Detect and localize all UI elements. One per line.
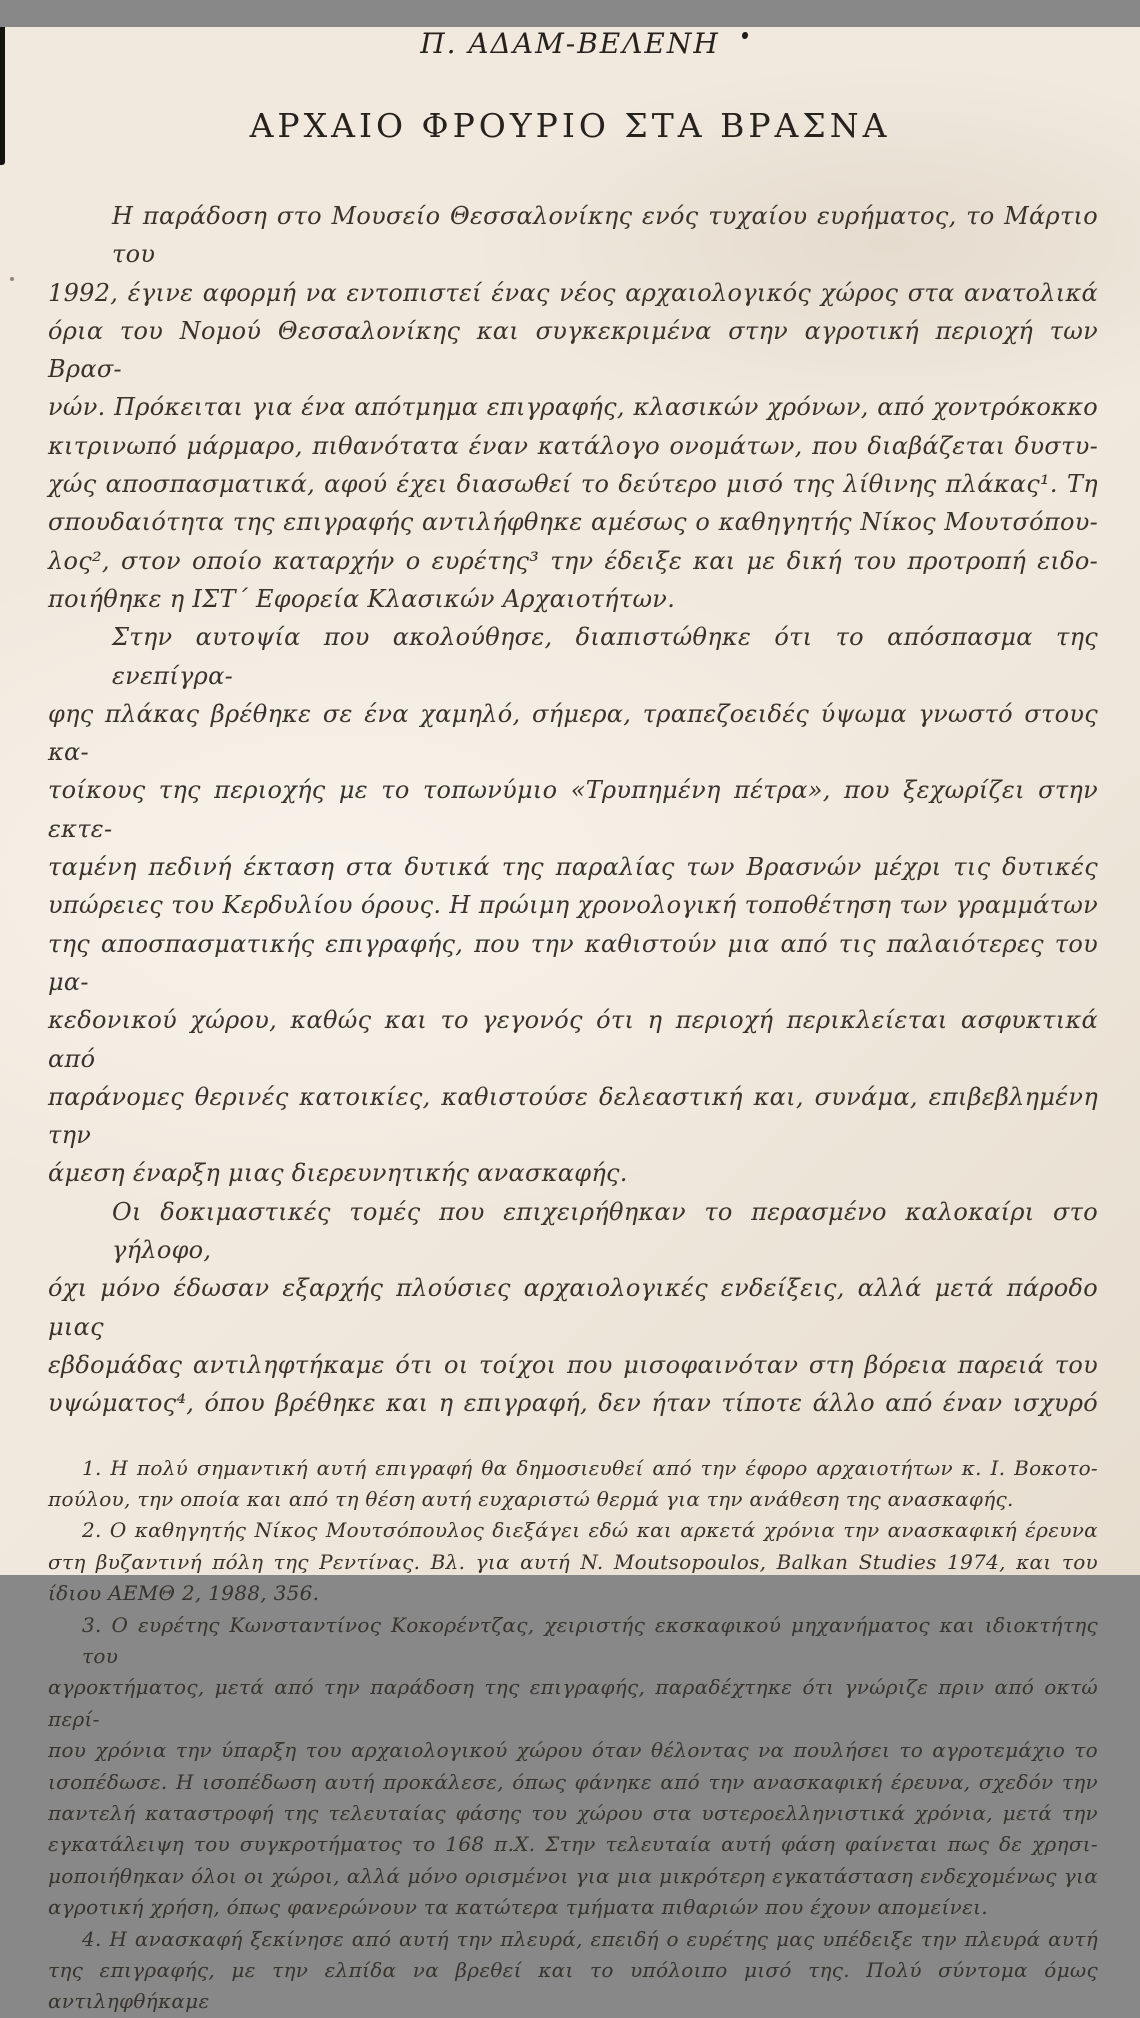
page-content bbox=[0, 197, 1140, 2018]
body-paragraph bbox=[48, 197, 1098, 618]
body-line: άμεση έναρξη μιας διερευνητικής ανασκαφής. bbox=[48, 1159, 628, 1188]
body-line: φης πλάκας βρέθηκε σε ένα χαμηλό, σήμερα, τραπεζοειδές ύψωμα γνωστό στους κα- bbox=[48, 699, 1098, 767]
scanner-edge-artifact bbox=[0, 27, 5, 165]
footnote bbox=[48, 1453, 1098, 1516]
body-line: κεδονικού χώρου, καθώς και το γεγονός ότι η περιοχή περικλείεται ασφυκτικά από bbox=[48, 1006, 1098, 1073]
body-line: όρια του Νομού Θεσσαλονίκης και συγκεκριμένα στην αγροτική περιοχή των Βρασ- bbox=[48, 316, 1098, 384]
footnotes-section bbox=[48, 1453, 1098, 2018]
article-body bbox=[48, 197, 1098, 1423]
body-line: Η παράδοση στο Μουσείο Θεσσαλονίκης ενός τυχαίου ευρήματος, το Μάρτιο του bbox=[112, 202, 1098, 269]
body-line: Οι δοκιμαστικές τομές που επιχειρήθηκαν το περασμένο καλοκαίρι στο γήλοφο, bbox=[112, 1197, 1098, 1265]
body-line: 1992, έγινε αφορμή να εντοπιστεί ένας νέος αρχαιολογικός χώρος στα ανατολικά bbox=[48, 278, 1098, 307]
footnote-line: στη βυζαντινή πόλη της Ρεντίνας. Βλ. για αυτή N. Moutsopoulos, Balkan Studies 1974, και του bbox=[48, 1549, 1098, 1574]
footnote-line: αγροτική χρήση, όπως φανερώνουν τα κατώτερα τμήματα πιθαριών που έχουν απομείνει. bbox=[48, 1895, 988, 1920]
body-line: χώς αποσπασματικά, αφού έχει διασωθεί το δεύτερο μισό της λίθινης πλάκας¹. Τη bbox=[48, 470, 1098, 499]
footnote-line: μοποιήθηκαν όλοι οι χώροι, αλλά μόνο ορισμένοι για μια μικρότερη εγκατάσταση ενδεχομένως για bbox=[48, 1863, 1098, 1888]
footnote bbox=[48, 1924, 1098, 2018]
body-line: κιτρινωπό μάρμαρο, πιθανότατα έναν κατάλογο ονομάτων, που διαβάζεται δυστυ- bbox=[48, 431, 1098, 460]
footnote-line: ισοπέδωσε. Η ισοπέδωση αυτή προκάλεσε, όπως φάνηκε από την ανασκαφική έρευνα, σχεδόν την bbox=[48, 1769, 1098, 1794]
body-line: λος², στον οποίο καταρχήν ο ευρέτης³ την έδειξε και με δική του προτροπή ειδο- bbox=[48, 546, 1098, 575]
body-line: υπώρειες του Κερδυλίου όρους. Η πρώιμη χρονολογική τοποθέτηση των γραμμάτων bbox=[48, 891, 1098, 920]
body-line: της αποσπασματικής επιγραφής, που την καθιστούν μια από τις παλαιότερες του μα- bbox=[48, 929, 1098, 996]
body-line: ταμένη πεδινή έκταση στα δυτικά της παραλίας των Βρασνών μέχρι τις δυτικές bbox=[48, 853, 1098, 882]
page-title: ΑΡΧΑΙΟ ΦΡΟΥΡΙΟ ΣΤΑ ΒΡΑΣΝΑ bbox=[249, 106, 891, 145]
scanned-paper-page bbox=[0, 27, 1140, 2014]
body-paragraph bbox=[48, 618, 1098, 1192]
footnote bbox=[48, 1610, 1098, 1924]
scan-speck-small bbox=[10, 277, 14, 281]
footnote-line: 3. Ο ευρέτης Κωνσταντίνος Κοκορέντζας, χειριστής εκσκαφικού μηχανήματος και ιδιοκτήτης του bbox=[82, 1612, 1098, 1668]
author-name: Π. ΑΔΑΜ-ΒΕΛΕΝΗ bbox=[420, 27, 720, 60]
footnote-line: 4. Η ανασκαφή ξεκίνησε από αυτή την πλευρά, επειδή ο ευρέτης μας υπέδειξε την πλευρά αυτή bbox=[82, 1926, 1098, 1951]
footnote-line: 1. Η πολύ σημαντική αυτή επιγραφή θα δημοσιευθεί από την έφορο αρχαιοτήτων κ. Ι. Βοκοτο- bbox=[82, 1455, 1098, 1480]
footnote-line: πούλου, την οποία και από τη θέση αυτή ευχαριστώ θερμά για την ανάθεση της ανασκαφής. bbox=[48, 1486, 1014, 1511]
body-line: σπουδαιότητα της επιγραφής αντιλήφθηκε αμέσως ο καθηγητής Νίκος Μουτσόπου- bbox=[48, 508, 1098, 537]
body-paragraph bbox=[48, 1193, 1098, 1423]
body-line: Στην αυτοψία που ακολούθησε, διαπιστώθηκε ότι το απόσπασμα της ενεπίγρα- bbox=[112, 623, 1098, 690]
footnote-line: της επιγραφής, με την ελπίδα να βρεθεί και το υπόλοιπο μισό της. Πολύ σύντομα όμως αντιληφθήκαμε bbox=[48, 1958, 1098, 2014]
body-line: όχι μόνο έδωσαν εξαρχής πλούσιες αρχαιολογικές ενδείξεις, αλλά μετά πάροδο μιας bbox=[48, 1274, 1098, 1341]
footnote-line: αγροκτήματος, μετά από την παράδοση της επιγραφής, παραδέχτηκε ότι γνώριζε πριν από οκτώ περί- bbox=[48, 1675, 1098, 1731]
body-line: παράνομες θερινές κατοικίες, καθιστούσε δελεαστική και, συνάμα, επιβεβλημένη την bbox=[48, 1082, 1098, 1150]
footnote-line: 2. Ο καθηγητής Νίκος Μουτσόπουλος διεξάγει εδώ και αρκετά χρόνια την ανασκαφική έρευνα bbox=[82, 1518, 1098, 1543]
footnote bbox=[48, 1515, 1098, 1609]
body-line: υψώματος⁴, όπου βρέθηκε και η επιγραφή, δεν ήταν τίποτε άλλο από έναν ισχυρό bbox=[48, 1389, 1098, 1418]
body-line: τοίκους της περιοχής με το τοπωνύμιο «Τρυπημένη πέτρα», που ξεχωρίζει στην εκτε- bbox=[48, 776, 1098, 843]
body-line: ποιήθηκε η ΙΣΤ΄ Εφορεία Κλασικών Αρχαιοτήτων. bbox=[48, 584, 676, 613]
footnote-line: παντελή καταστροφή της τελευταίας φάσης του χώρου στα υστεροελληνιστικά χρόνια, μετά την bbox=[48, 1800, 1098, 1825]
body-line: νών. Πρόκειται για ένα απότμημα επιγραφής, κλασικών χρόνων, από χοντρόκοκκο bbox=[48, 393, 1098, 422]
body-line: εβδομάδας αντιληφτήκαμε ότι οι τοίχοι που μισοφαινόταν στη βόρεια παρειά του bbox=[48, 1350, 1098, 1379]
footnote-line: ίδιου ΑΕΜΘ 2, 1988, 356. bbox=[48, 1581, 320, 1606]
footnote-line: που χρόνια την ύπαρξη του αρχαιολογικού χώρου όταν θέλοντας να πουλήσει το αγροτεμάχιο το bbox=[48, 1738, 1098, 1763]
footnote-line: εγκατάλειψη του συγκροτήματος το 168 π.Χ. Στην τελευταία αυτή φάση φαίνεται πως δε χρησι- bbox=[48, 1832, 1098, 1857]
